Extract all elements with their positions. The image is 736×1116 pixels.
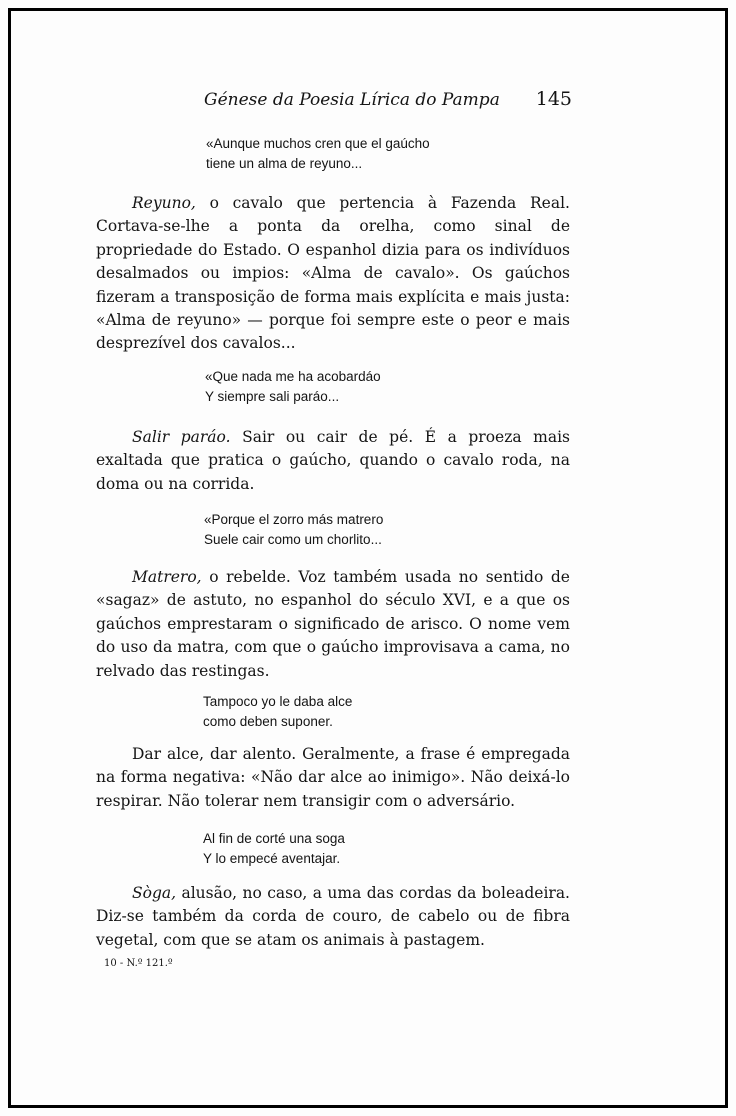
verse-line: Y siempre sali paráo...	[205, 389, 340, 404]
gloss-term: Salir paráo.	[132, 428, 231, 446]
gloss-soga	[96, 882, 570, 952]
gloss-reyuno	[96, 192, 570, 356]
verse-line: «Que nada me ha acobardáo	[205, 369, 381, 384]
verse-line: Suele cair como um chorlito...	[204, 532, 382, 547]
gloss-salir-parao	[96, 426, 570, 496]
verse-line: Y lo empecé aventajar.	[203, 851, 341, 866]
gloss-text: o rebelde. Voz também usada no sentido de «sagaz» de astuto, no espanhol do século XVI, e a que os gaúchos emprestaram o significado de arisco. O nome vem do uso da matra, com que o gaúcho improvisava a cama, no relvado das restingas.	[96, 568, 570, 680]
verse-line: «Aunque muchos cren que el gaúcho	[206, 136, 430, 151]
verse-line: «Porque el zorro más matrero	[204, 512, 384, 527]
gloss-text: o cavalo que pertencia à Fazenda Real. Cortava-se-lhe a ponta da orelha, como sinal de propriedade do Estado. O espanhol dizia para os indivíduos desalmados ou impios: «Alma de cavalo». Os gaúchos fizeram a transposição de forma mais explícita e mais justa: «Alma de reyuno» — porque foi sempre este o peor e mais desprezível dos cavalos...	[96, 194, 570, 353]
verse-line: tiene un alma de reyuno...	[206, 156, 363, 171]
verse-quote-1	[206, 134, 430, 174]
verse-quote-3	[204, 510, 383, 550]
gloss-text: Sair ou cair de pé. É a proeza mais exaltada que pratica o gaúcho, quando o cavalo roda, na doma ou na corrida.	[96, 428, 570, 493]
printer-signature: 10 - N.º 121.º	[104, 958, 173, 969]
gloss-text: dar alento. Geralmente, a frase é empregada na forma negativa: «Não dar alce ao inimigo». Não deixá-lo respirar. Não tolerar nem transigir com o adversário.	[96, 745, 571, 810]
page-number: 145	[535, 88, 572, 110]
verse-quote-4	[203, 692, 352, 732]
verse-quote-5	[203, 829, 345, 869]
running-header	[204, 90, 572, 112]
gloss-text: alusão, no caso, a uma das cordas da boleadeira. Diz-se também da corda de couro, de cabelo ou de fibra vegetal, com que se atam os animais à pastagem.	[96, 884, 570, 949]
running-title: Génese da Poesia Lírica do Pampa	[204, 90, 500, 110]
verse-line: Al fin de corté una soga	[203, 831, 345, 846]
gloss-term: Dar alce,	[132, 745, 205, 763]
verse-quote-2	[205, 367, 381, 407]
gloss-term: Reyuno,	[132, 194, 196, 212]
verse-line: como deben suponer.	[203, 714, 333, 729]
gloss-dar-alce	[96, 743, 570, 813]
gloss-matrero	[96, 566, 570, 683]
gloss-term: Sòga,	[132, 884, 177, 902]
verse-line: Tampoco yo le daba alce	[203, 694, 353, 709]
gloss-term: Matrero,	[132, 568, 202, 586]
